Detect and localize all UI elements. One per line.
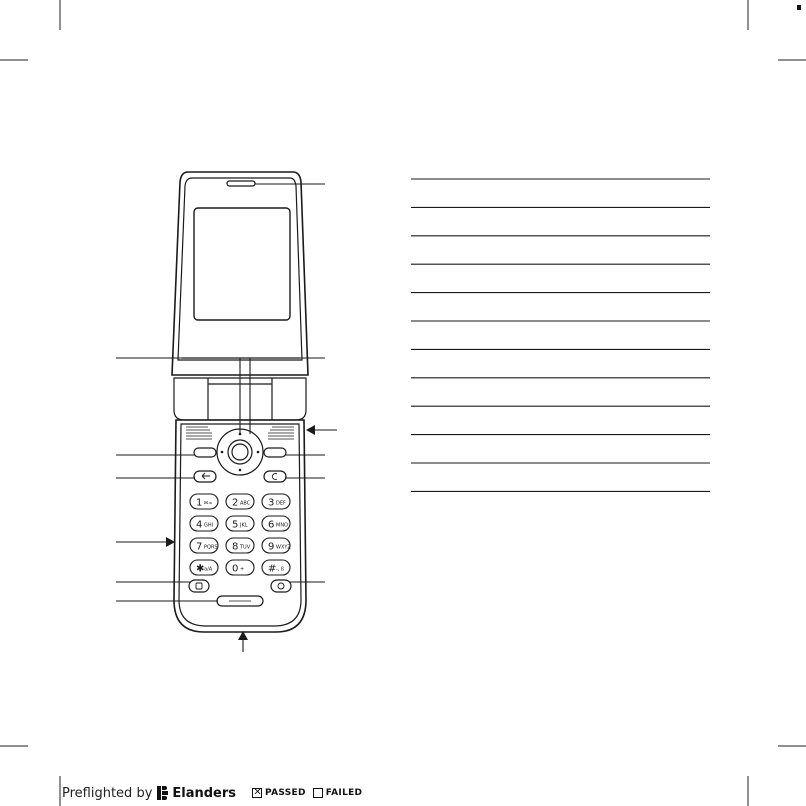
key-letters: MNO [276,522,288,529]
key-4[interactable] [190,516,218,531]
key-letters: DEF [276,500,286,507]
callout-right-upper [250,358,325,434]
key-1[interactable] [190,494,218,509]
key-digit: 2 [232,497,239,509]
navigation-key[interactable] [217,429,263,475]
key-digit: 8 [232,541,239,553]
internet-icon [196,583,202,589]
key-digit: 6 [268,519,275,531]
key-star[interactable] [190,560,218,575]
speaker-grille-right [268,424,294,439]
key-digit: 1 [196,497,203,509]
key-0[interactable] [226,560,254,575]
hinge-right [272,378,306,420]
preflight-stamp [62,784,369,802]
clear-icon [272,474,277,480]
internet-key[interactable] [189,580,209,592]
right-selection-key[interactable] [264,448,286,457]
speaker-grille-left [186,424,212,439]
key-digit: # [268,563,277,575]
passed-checkbox [252,788,262,798]
earpiece [227,181,255,186]
hinge-left [174,378,208,420]
arrowhead-side-right [306,425,315,435]
key-7[interactable] [190,538,218,553]
passed-label: PASSED [265,788,306,798]
key-hash[interactable] [262,560,290,575]
key-letters: -, ß [276,566,285,573]
key-digit: 5 [232,519,239,531]
key-letters: TUV [240,544,251,551]
flip-lid-outline [172,172,308,375]
key-digit: 4 [196,519,203,531]
key-letters: + [240,566,245,573]
clear-key[interactable] [264,471,286,482]
key-letters: PQRS [204,544,218,551]
key-letters: ✉∞ [204,500,213,507]
key-letters: ABC [240,500,251,507]
key-letters: GHI [204,522,214,529]
arrowhead-side-left [166,537,175,547]
preflight-brand: Elanders [172,785,237,801]
left-selection-key[interactable] [194,448,216,457]
key-letters: WXYZ [276,544,291,551]
activity-menu-key[interactable] [271,580,291,592]
legend-list [411,179,710,491]
key-digit: 9 [268,541,275,553]
key-digit: ✱ [196,563,205,575]
key-8[interactable] [226,538,254,553]
key-letters: JKL [240,522,248,529]
corner-registration-mark [797,5,801,10]
failed-label: FAILED [325,788,363,798]
key-6[interactable] [262,516,290,531]
activity-menu-icon [278,583,284,589]
back-key[interactable] [194,471,216,482]
key-5[interactable] [226,516,254,531]
main-screen [194,208,290,320]
key-digit: 3 [268,497,275,509]
elanders-logo-icon [157,786,168,800]
callout-left-upper [116,358,240,434]
key-3[interactable] [262,494,290,509]
nav-direction-dots [221,433,260,472]
preflight-prefix: Preflighted by [62,785,153,801]
key-digit: 7 [196,541,203,553]
key-9[interactable] [262,538,291,553]
back-icon [202,473,210,479]
keypad [190,494,291,575]
key-digit: 0 [232,563,239,575]
flip-lid-inner [178,178,302,360]
key-2[interactable] [226,494,254,509]
key-letters: a/A [204,566,213,573]
failed-checkbox [313,788,323,798]
passed-mark: ✕ [253,787,262,798]
